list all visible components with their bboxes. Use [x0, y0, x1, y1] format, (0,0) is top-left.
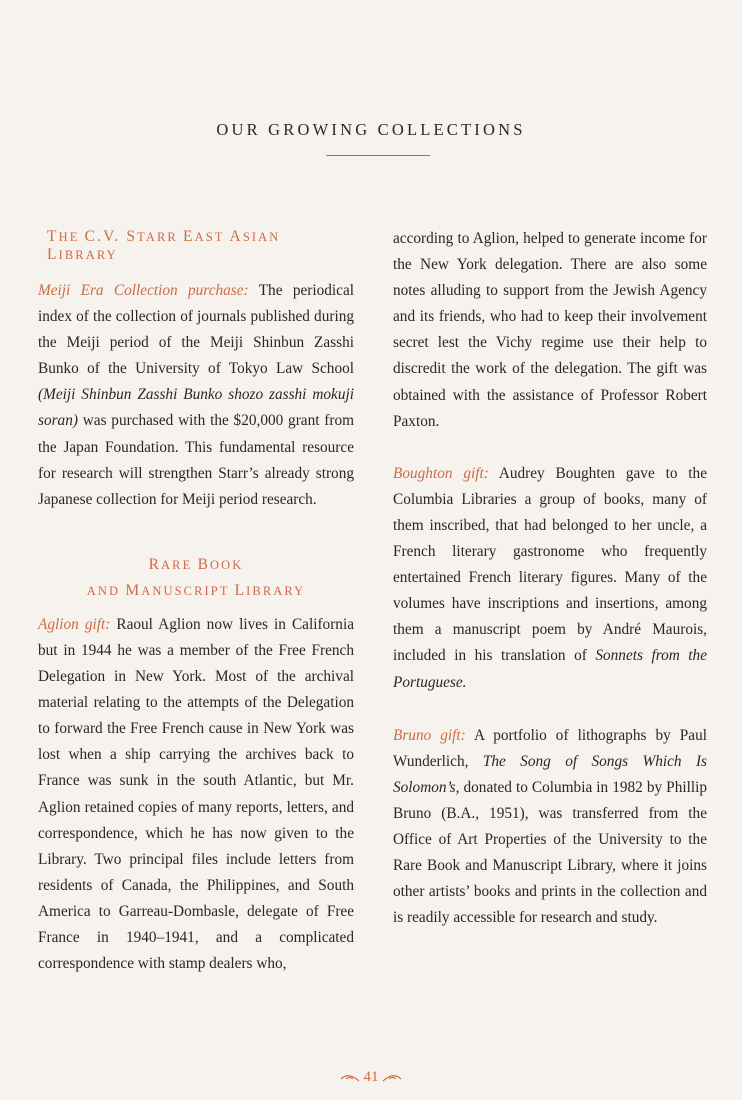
fleuron-left-icon [340, 1073, 360, 1083]
title-song-of-songs: The Song of Songs Which Is Solomon’s, [393, 752, 707, 796]
page-title: OUR GROWING COLLECTIONS [216, 120, 526, 139]
lead-aglion: Aglion gift: [38, 615, 111, 633]
paragraph-bruno: Bruno gift: A portfolio of lithographs by Paul Wunderlich, The Song of Songs Which Is Solomon’s, donated to Columbia in 1982 by Phillip Bruno (B.A., 1951), was transferred from the Office of Art Properties of the University to the Rare Book and Manuscript Library, where it joins other artists’ books and prints in the collection and is readily accessible for research and study. [393, 726, 707, 927]
left-column [38, 226, 354, 977]
paragraph-aglion: Aglion gift: Raoul Aglion now lives in California but in 1944 he was a member of the Free French Delegation in New York. Most of the archival material relating to the attempts of the Delegation to forward the Free French cause in New York was lost when a ship carrying the archives back to France was sunk in the south Atlantic, but Mr. Aglion retained copies of many reports, letters, and correspondence, which he has now given to the Library. Two principal files include letters from residents of Canada, the Philippines, and South America to Garreau-Dombasle, delegate of Free France in 1940–1941, and a complicated correspondence with stamp dealers who, [38, 615, 354, 973]
lead-bruno: Bruno gift: [393, 726, 466, 744]
title-divider [326, 155, 430, 156]
page-number: 41 [363, 1069, 379, 1085]
paragraph-boughton: Boughton gift: Audrey Boughten gave to the Columbia Libraries a group of books, many of them inscribed, that had belonged to her uncle, a French literary gastronome who frequently entertained French literary figures. Many of the volumes have inscriptions and insertions, among them a manuscript poem by André Maurois, included in his translation of Sonnets from the Portuguese. [393, 464, 707, 691]
section-heading-starr: THE C.V. STARR EAST ASIAN LIBRARY [47, 228, 281, 263]
paragraph-meiji: Meiji Era Collection purchase: The periodical index of the collection of journals published during the Meiji period of the Meiji Shinbun Zasshi Bunko of the University of Tokyo Law School (Meiji Shinbun Zasshi Bunko shozo zasshi mokuji soran) was purchased with the $20,000 grant from the Japan Foundation. This fundamental resource for research will strengthen Starr’s already strong Japanese collection for Meiji period research. [38, 282, 354, 508]
page-folio [0, 1069, 742, 1086]
title-sonnets: Sonnets from the Portuguese. [393, 647, 707, 691]
title-meiji-index: (Meiji Shinbun Zasshi Bunko shozo zasshi mokuji soran) [38, 386, 354, 430]
paragraph-aglion-continued: according to Aglion, helped to generate income for the New York delegation. There are also some notes alluding to support from the Jewish Agency and its friends, who had to keep their involvement secret lest the Vichy regime use their help to discredit the work of the delegation. The gift was obtained with the assistance of Professor Robert Paxton. [393, 230, 707, 430]
fleuron-right-icon [382, 1073, 402, 1083]
lead-meiji: Meiji Era Collection purchase: [38, 282, 249, 299]
lead-boughton: Boughton gift: [393, 464, 489, 482]
section-heading-rare-book: RARE BOOK AND MANUSCRIPT LIBRARY [86, 555, 306, 599]
right-column [393, 226, 707, 931]
